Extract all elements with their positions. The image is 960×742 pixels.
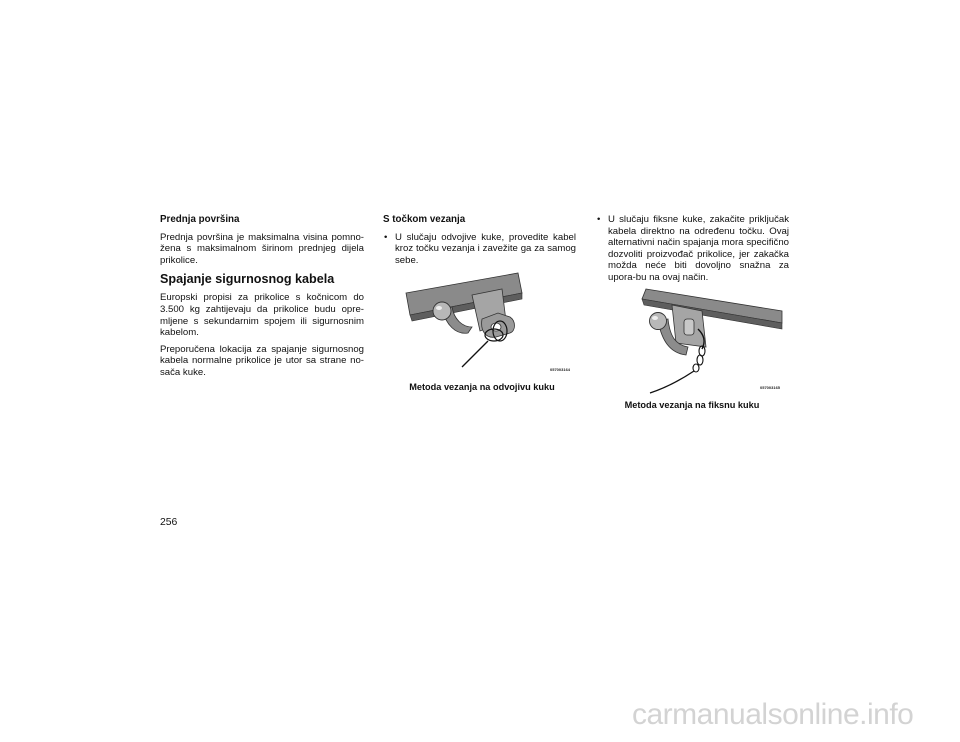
recommended-location-text: Preporučena lokacija za spajanje sigurnosnog kabela normalne prikolice je utor sa strane no-sača kuke. (160, 343, 364, 378)
front-surface-heading: Prednja površina (160, 214, 240, 225)
detachable-hook-figure (402, 271, 582, 377)
fixed-hook-caption: Metoda vezanja na fiksnu kuku (624, 400, 760, 410)
fixed-hook-bullet (596, 214, 789, 284)
detachable-hook-text: U slučaju odvojive kuke, provedite kabel kroz točku vezanja i zavežite ga za samog sebe. (395, 231, 576, 266)
fixed-hook-text: U slučaju fiksne kuke, zakačite priključak kabela direktno na određenu točku. Ovaj alternativni način spajanja mora specifično dozvoliti proizvođač prikolice, jer zakačka možda neće biti dovoljno snažna za upora-bu na ovaj način. (608, 214, 789, 283)
bullet-icon: • (597, 214, 601, 225)
column-left (160, 214, 364, 384)
detachable-hook-caption: Metoda vezanja na odvojivu kuku (409, 382, 555, 392)
fixed-hook-figure (612, 283, 792, 395)
column-middle (383, 214, 576, 266)
page-number: 256 (160, 517, 178, 528)
regulation-text: Europski propisi za prikolice s kočnicom do 3.500 kg zahtijevaju da prikolice budu opre-mljene s sekundarnim spojem ili sigurnosnim kabelom. (160, 292, 364, 339)
tie-point-heading: S točkom vezanja (383, 214, 466, 225)
fixed-hook-illustration (612, 283, 792, 395)
figure-code-2: 057003165 (760, 385, 781, 390)
detachable-hook-bullet (383, 232, 576, 267)
watermark: carmanualsonline.info (632, 698, 914, 731)
column-right (596, 214, 789, 284)
front-surface-text: Prednja površina je maksimalna visina pomno-žena s maksimalnom širinom prednjeg dijela prikolice. (160, 231, 364, 266)
bullet-icon: • (384, 231, 388, 243)
figure-code-1: 057003164 (550, 367, 571, 372)
section-title-safety-cable: Spajanje sigurnosnog kabela (160, 272, 335, 287)
detachable-hook-illustration (402, 271, 582, 377)
